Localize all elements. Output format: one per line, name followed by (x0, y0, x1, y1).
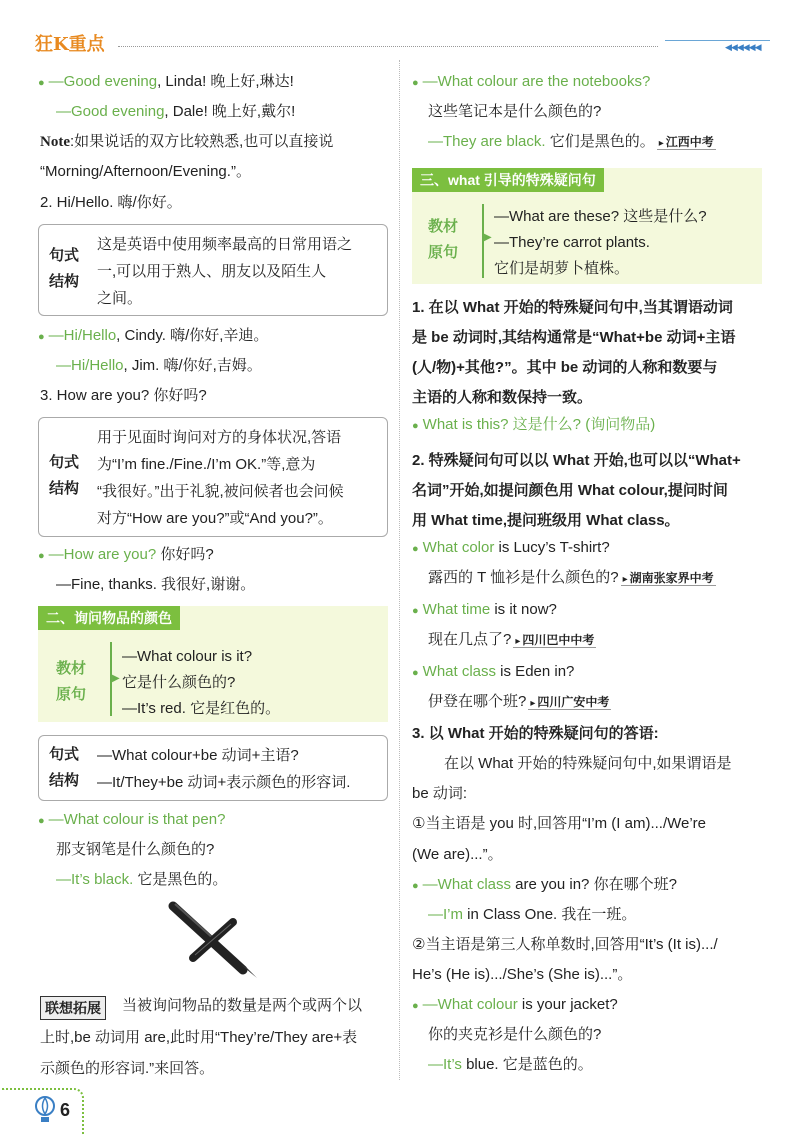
exam-source: ▸ 江西中考 (657, 135, 716, 150)
textbook-label: 教材 原句 (428, 218, 459, 261)
section-3-title: 3. How are you? 你好吗? (40, 387, 207, 404)
structure-box-1 (38, 224, 388, 316)
point-2-text: 2. 特殊疑问句可以以 What 开始,也可以以“What+ 名词”开始,如提问颜色用 What colour,提问时间 用 What time,提问班级用 What class。 (412, 452, 741, 529)
structure-text: 这是英语中使用频率最高的日常用语之 一,可以用于熟人、朋友以及陌生人 之间。 (97, 236, 353, 307)
section-3-heading: 三、what 引导的特殊疑问句 (412, 168, 604, 192)
example-jacket: ● —What colour is your jacket? (412, 996, 618, 1013)
header-dotted-line (118, 46, 658, 47)
hi-line-1: ● —Hi/Hello, Cindy. 嗨/你好,辛迪。 (38, 327, 269, 344)
page-number: 6 (60, 1100, 71, 1120)
how-line-1: ● —How are you? 你好吗? (38, 546, 214, 563)
exam-source: ▸ 四川广安中考 (528, 695, 611, 710)
structure-label: 句式 结构 (49, 746, 80, 789)
notebook-line-3: —They are black. 它们是黑色的。▸ 江西中考 (428, 132, 716, 154)
example-jacket-answer: —It’s blue. 它是蓝色的。 (428, 1056, 593, 1073)
point-3-line-2: be 动词: (412, 785, 468, 802)
extension-line-3: 示颜色的形容词.”来回答。 (40, 1060, 215, 1077)
column-divider (399, 60, 400, 1080)
extension-label: 联想拓展 (40, 996, 106, 1020)
note-line-1: Note:如果说话的双方比较熟悉,也可以直接说 (40, 133, 334, 150)
hi-line-2: —Hi/Hello, Jim. 嗨/你好,吉姆。 (56, 357, 262, 374)
example-color: ● What color is Lucy’s T-shirt? (412, 539, 610, 556)
example-class: ● What class is Eden in? (412, 663, 575, 680)
example-what-is-this: ● What is this? 这是什么? (询问物品) (412, 416, 656, 433)
case-2-line-2: He’s (He is).../She’s (She is)...”。 (412, 966, 633, 983)
point-3-title: 3. 以 What 开始的特殊疑问句的答语: (412, 725, 659, 742)
case-1-line-1: ①当主语是 you 时,回答用“I’m (I am).../We’re (412, 815, 707, 832)
structure-label: 句式 结构 (49, 247, 80, 290)
pen-line-1: ● —What colour is that pen? (38, 811, 226, 828)
case-1-line-2: (We are)...”。 (412, 846, 503, 863)
pen-line-2: 那支钢笔是什么颜色的? (56, 841, 215, 858)
example-color-cn: 露西的 T 恤衫是什么颜色的?▸ 湖南张家界中考 (428, 568, 716, 590)
textbook-label: 教材 原句 (56, 660, 87, 703)
left-line-1: ● —Good evening, Linda! 晚上好,琳达! (38, 73, 294, 90)
section-3-lines: —What are these? 这些是什么? —They’re carrot plants. 它们是胡萝卜植株。 (494, 208, 707, 277)
notebook-line-1: ● —What colour are the notebooks? (412, 73, 651, 90)
notebook-line-2: 这些笔记本是什么颜色的? (428, 103, 602, 120)
left-line-2: —Good evening, Dale! 晚上好,戴尔! (56, 103, 296, 120)
example-jacket-cn: 你的夹克衫是什么颜色的? (428, 1026, 602, 1043)
header-dotted-line-right (665, 40, 770, 41)
structure-box-2 (38, 417, 388, 537)
section-2-lines: —What colour is it? 它是什么颜色的? —It’s red. 它是红色的。 (122, 648, 281, 717)
arrow-icon: ▶ (484, 232, 492, 243)
section-2-title: 2. Hi/Hello. 嗨/你好。 (40, 194, 182, 211)
header-logo: 狂K重点 (35, 34, 105, 55)
example-class-you: ● —What class are you in? 你在哪个班? (412, 876, 677, 893)
point-1-text: 1. 在以 What 开始的特殊疑问句中,当其谓语动词 是 be 动词时,其结构通常是“What+be 动词+主语 (人/物)+其他?”。其中 be 动词的人称和数要与 主语的人称和数保持一致。 (412, 299, 736, 406)
section-2-heading: 二、询问物品的颜色 (38, 606, 180, 630)
structure-text: 用于见面时询问对方的身体状况,答语 为“I’m fine./Fine./I’m OK.”等,意为 “我很好。”出于礼貌,被问候者也会问候 对方“How are you?”或“And you?”。 (97, 429, 344, 527)
structure-label: 句式 结构 (49, 454, 80, 497)
fountain-pen-illustration (165, 900, 265, 980)
structure-text: —What colour+be 动词+主语? —It/They+be 动词+表示颜色的形容词. (97, 747, 351, 791)
structure-box-3 (38, 735, 388, 801)
balloon-icon (34, 1096, 56, 1124)
how-line-2: —Fine, thanks. 我很好,谢谢。 (56, 576, 256, 593)
example-class-cn: 伊登在哪个班?▸ 四川广安中考 (428, 692, 611, 714)
pen-line-3: —It’s black. 它是黑色的。 (56, 871, 228, 888)
header-arrows: ◀◀◀◀◀◀ (725, 42, 761, 52)
example-time: ● What time is it now? (412, 601, 557, 618)
extension-line-2: 上时,be 动词用 are,此时用“They’re/They are+表 (40, 1029, 358, 1046)
point-3-line-1: 在以 What 开始的特殊疑问句中,如果谓语是 (444, 755, 732, 772)
extension-line-1: 当被询问物品的数量是两个或两个以 (122, 997, 363, 1014)
example-time-cn: 现在几点了?▸ 四川巴中中考 (428, 630, 596, 652)
exam-source: ▸ 湖南张家界中考 (621, 571, 716, 586)
example-class-answer: —I’m in Class One. 我在一班。 (428, 906, 637, 923)
exam-source: ▸ 四川巴中中考 (513, 633, 596, 648)
arrow-icon: ▶ (112, 673, 120, 684)
case-2-line-1: ②当主语是第三人称单数时,回答用“It’s (It is).../ (412, 936, 718, 953)
note-line-2: “Morning/Afternoon/Evening.”。 (40, 163, 251, 180)
